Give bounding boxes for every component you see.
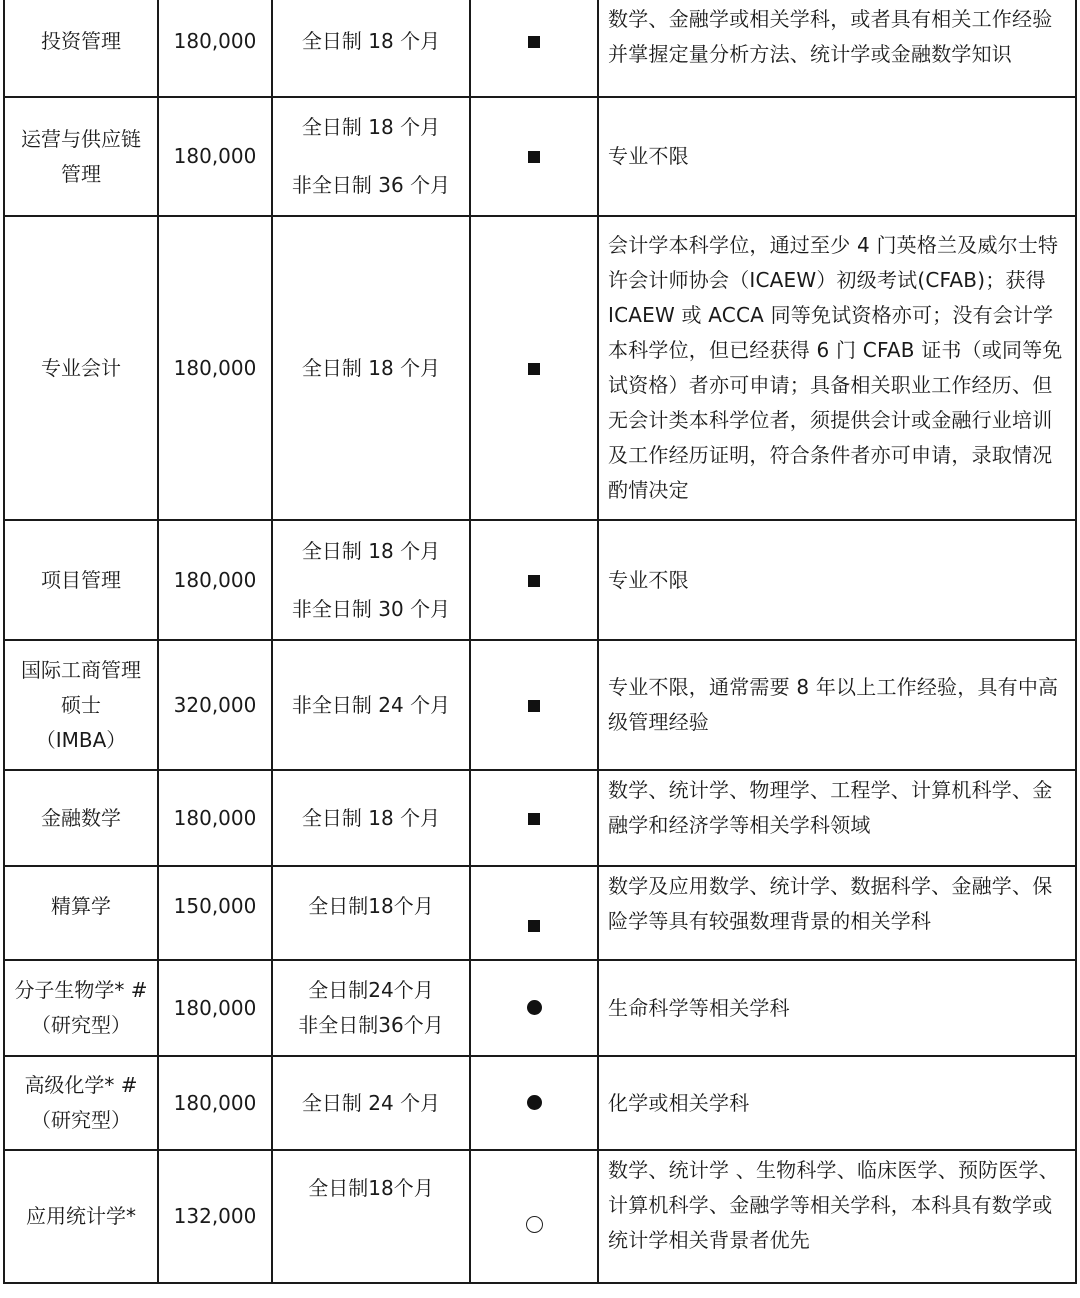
filled-square-icon [528,363,540,375]
fee-value: 150,000 [173,893,257,918]
program-name-cell [4,1150,158,1283]
program-name: （IMBA） [35,727,127,752]
fee-cell [158,960,272,1056]
requirement-line: 险学等具有较强数理背景的相关学科 [608,909,932,933]
filled-square-icon [528,813,540,825]
study-mode: 全日制 18 个月 [301,355,441,380]
fee-value: 180,000 [173,805,257,830]
study-mode: 全日制18个月 [308,893,434,918]
mark-cell [470,520,598,640]
requirement-line: 许会计师协会（ICAEW）初级考试(CFAB)；获得 [608,268,1046,292]
program-name: 运营与供应链 [21,126,141,151]
study-mode: 全日制 18 个月 [301,805,441,830]
requirement-cell [598,960,1076,1056]
mark-cell [470,960,598,1056]
program-name-cell [4,0,158,97]
table-row [4,866,1076,960]
requirement-line: 化学或相关学科 [608,1090,750,1115]
table-row [4,216,1076,520]
filled-circle-icon [527,1095,542,1110]
mark-cell [470,97,598,216]
mark-cell [470,1150,598,1283]
fee-value: 180,000 [173,355,257,380]
programs-table-body [4,0,1076,1283]
program-name-cell [4,1056,158,1150]
fee-value: 180,000 [173,567,257,592]
table-row [4,770,1076,866]
fee-cell [158,640,272,770]
program-name: 应用统计学* [26,1204,136,1228]
fee-cell [158,770,272,866]
program-name-cell [4,866,158,960]
requirement-line: 统计学相关背景者优先 [608,1228,810,1252]
fee-cell [158,216,272,520]
requirement-line: 会计学本科学位，通过至少 4 门英格兰及威尔士特 [608,233,1059,257]
requirement-line: 数学、统计学 、生物科学、临床医学、预防医学、 [608,1158,1059,1182]
requirement-line: 及工作经历证明，符合条件者亦可申请，录取情况 [608,443,1053,467]
study-mode-cell [272,960,470,1056]
requirement-line: 试资格）者亦可申请；具备相关职业工作经历、但 [608,373,1053,397]
study-mode-cell [272,640,470,770]
requirement-cell [598,770,1076,866]
fee-value: 180,000 [173,144,257,168]
mark-cell [470,640,598,770]
filled-square-icon [528,920,540,932]
open-circle-icon [526,1216,543,1233]
fee-cell [158,520,272,640]
table-row [4,97,1076,216]
programs-table [3,0,1077,1284]
requirement-line: ICAEW 或 ACCA 同等免试资格亦可；没有会计学 [608,303,1054,327]
study-mode-cell [272,97,470,216]
program-name: 投资管理 [41,28,121,53]
program-name: 国际工商管理 [21,657,141,682]
requirement-cell [598,97,1076,216]
filled-square-icon [528,700,540,712]
fee-cell [158,97,272,216]
table-row [4,520,1076,640]
requirement-cell [598,0,1076,97]
study-mode: 全日制 18 个月 [301,538,441,563]
requirement-line: 本科学位，但已经获得 6 门 CFAB 证书（或同等免 [608,338,1063,362]
program-name-cell [4,960,158,1056]
program-name: 硕士 [61,692,101,717]
fee-value: 180,000 [173,28,257,53]
study-mode-cell [272,520,470,640]
requirement-line: 数学及应用数学、统计学、数据科学、金融学、保 [608,874,1053,898]
program-name: 精算学 [51,893,111,918]
fee-cell [158,1056,272,1150]
study-mode: 非全日制 36 个月 [291,173,451,197]
fee-value: 180,000 [173,1090,257,1115]
study-mode: 全日制 18 个月 [301,28,441,53]
requirement-line: 专业不限 [608,567,689,592]
study-mode: 全日制 18 个月 [301,115,441,139]
fee-value: 320,000 [173,692,257,717]
fee-cell [158,0,272,97]
program-name-cell [4,640,158,770]
fee-value: 132,000 [173,1204,257,1228]
program-name: 管理 [61,161,101,186]
study-mode: 非全日制 30 个月 [291,596,451,621]
study-mode-cell [272,770,470,866]
program-name: 专业会计 [41,355,121,380]
program-name-cell [4,97,158,216]
study-mode-cell [272,0,470,97]
table-row [4,0,1076,97]
fee-cell [158,1150,272,1283]
requirement-line: 并掌握定量分析方法、统计学或金融数学知识 [608,42,1012,66]
program-name: （研究型） [31,1108,131,1132]
mark-cell [470,1056,598,1150]
filled-square-icon [528,36,540,48]
requirement-line: 数学、金融学或相关学科，或者具有相关工作经验 [608,7,1053,31]
study-mode: 非全日制 24 个月 [291,692,451,717]
requirement-line: 生命科学等相关学科 [608,995,790,1020]
study-mode-cell [272,216,470,520]
program-name: 金融数学 [41,805,121,830]
program-name-cell [4,520,158,640]
program-name: （研究型） [31,1013,131,1037]
requirement-cell [598,520,1076,640]
study-mode-cell [272,1056,470,1150]
program-name: 高级化学* # [24,1073,138,1097]
requirement-cell [598,1056,1076,1150]
requirement-line: 数学、统计学、物理学、工程学、计算机科学、金 [608,778,1053,802]
program-name-cell [4,770,158,866]
requirement-line: 酌情决定 [608,478,689,502]
fee-value: 180,000 [173,995,257,1020]
filled-circle-icon [527,1000,542,1015]
table-row [4,1056,1076,1150]
requirement-cell [598,1150,1076,1283]
study-mode: 非全日制36个月 [298,1013,444,1037]
study-mode-cell [272,866,470,960]
requirement-cell [598,640,1076,770]
filled-square-icon [528,151,540,163]
fee-cell [158,866,272,960]
requirement-cell [598,216,1076,520]
program-name: 项目管理 [41,567,121,592]
study-mode: 全日制18个月 [308,1176,434,1200]
table-row [4,640,1076,770]
mark-cell [470,770,598,866]
requirement-cell [598,866,1076,960]
requirement-line: 专业不限，通常需要 8 年以上工作经验，具有中高 [608,675,1059,699]
mark-cell [470,866,598,960]
table-row [4,960,1076,1056]
requirement-line: 专业不限 [608,144,689,168]
requirement-line: 无会计类本科学位者，须提供会计或金融行业培训 [608,408,1053,432]
program-name-cell [4,216,158,520]
mark-cell [470,216,598,520]
requirement-line: 计算机科学、金融学等相关学科，本科具有数学或 [608,1193,1053,1217]
filled-square-icon [528,575,540,587]
study-mode: 全日制 24 个月 [301,1090,441,1115]
requirement-line: 级管理经验 [608,710,709,734]
study-mode: 全日制24个月 [308,978,434,1002]
study-mode-cell [272,1150,470,1283]
table-row [4,1150,1076,1283]
requirement-line: 融学和经济学等相关学科领域 [608,813,871,837]
program-name: 分子生物学* # [14,978,148,1002]
mark-cell [470,0,598,97]
